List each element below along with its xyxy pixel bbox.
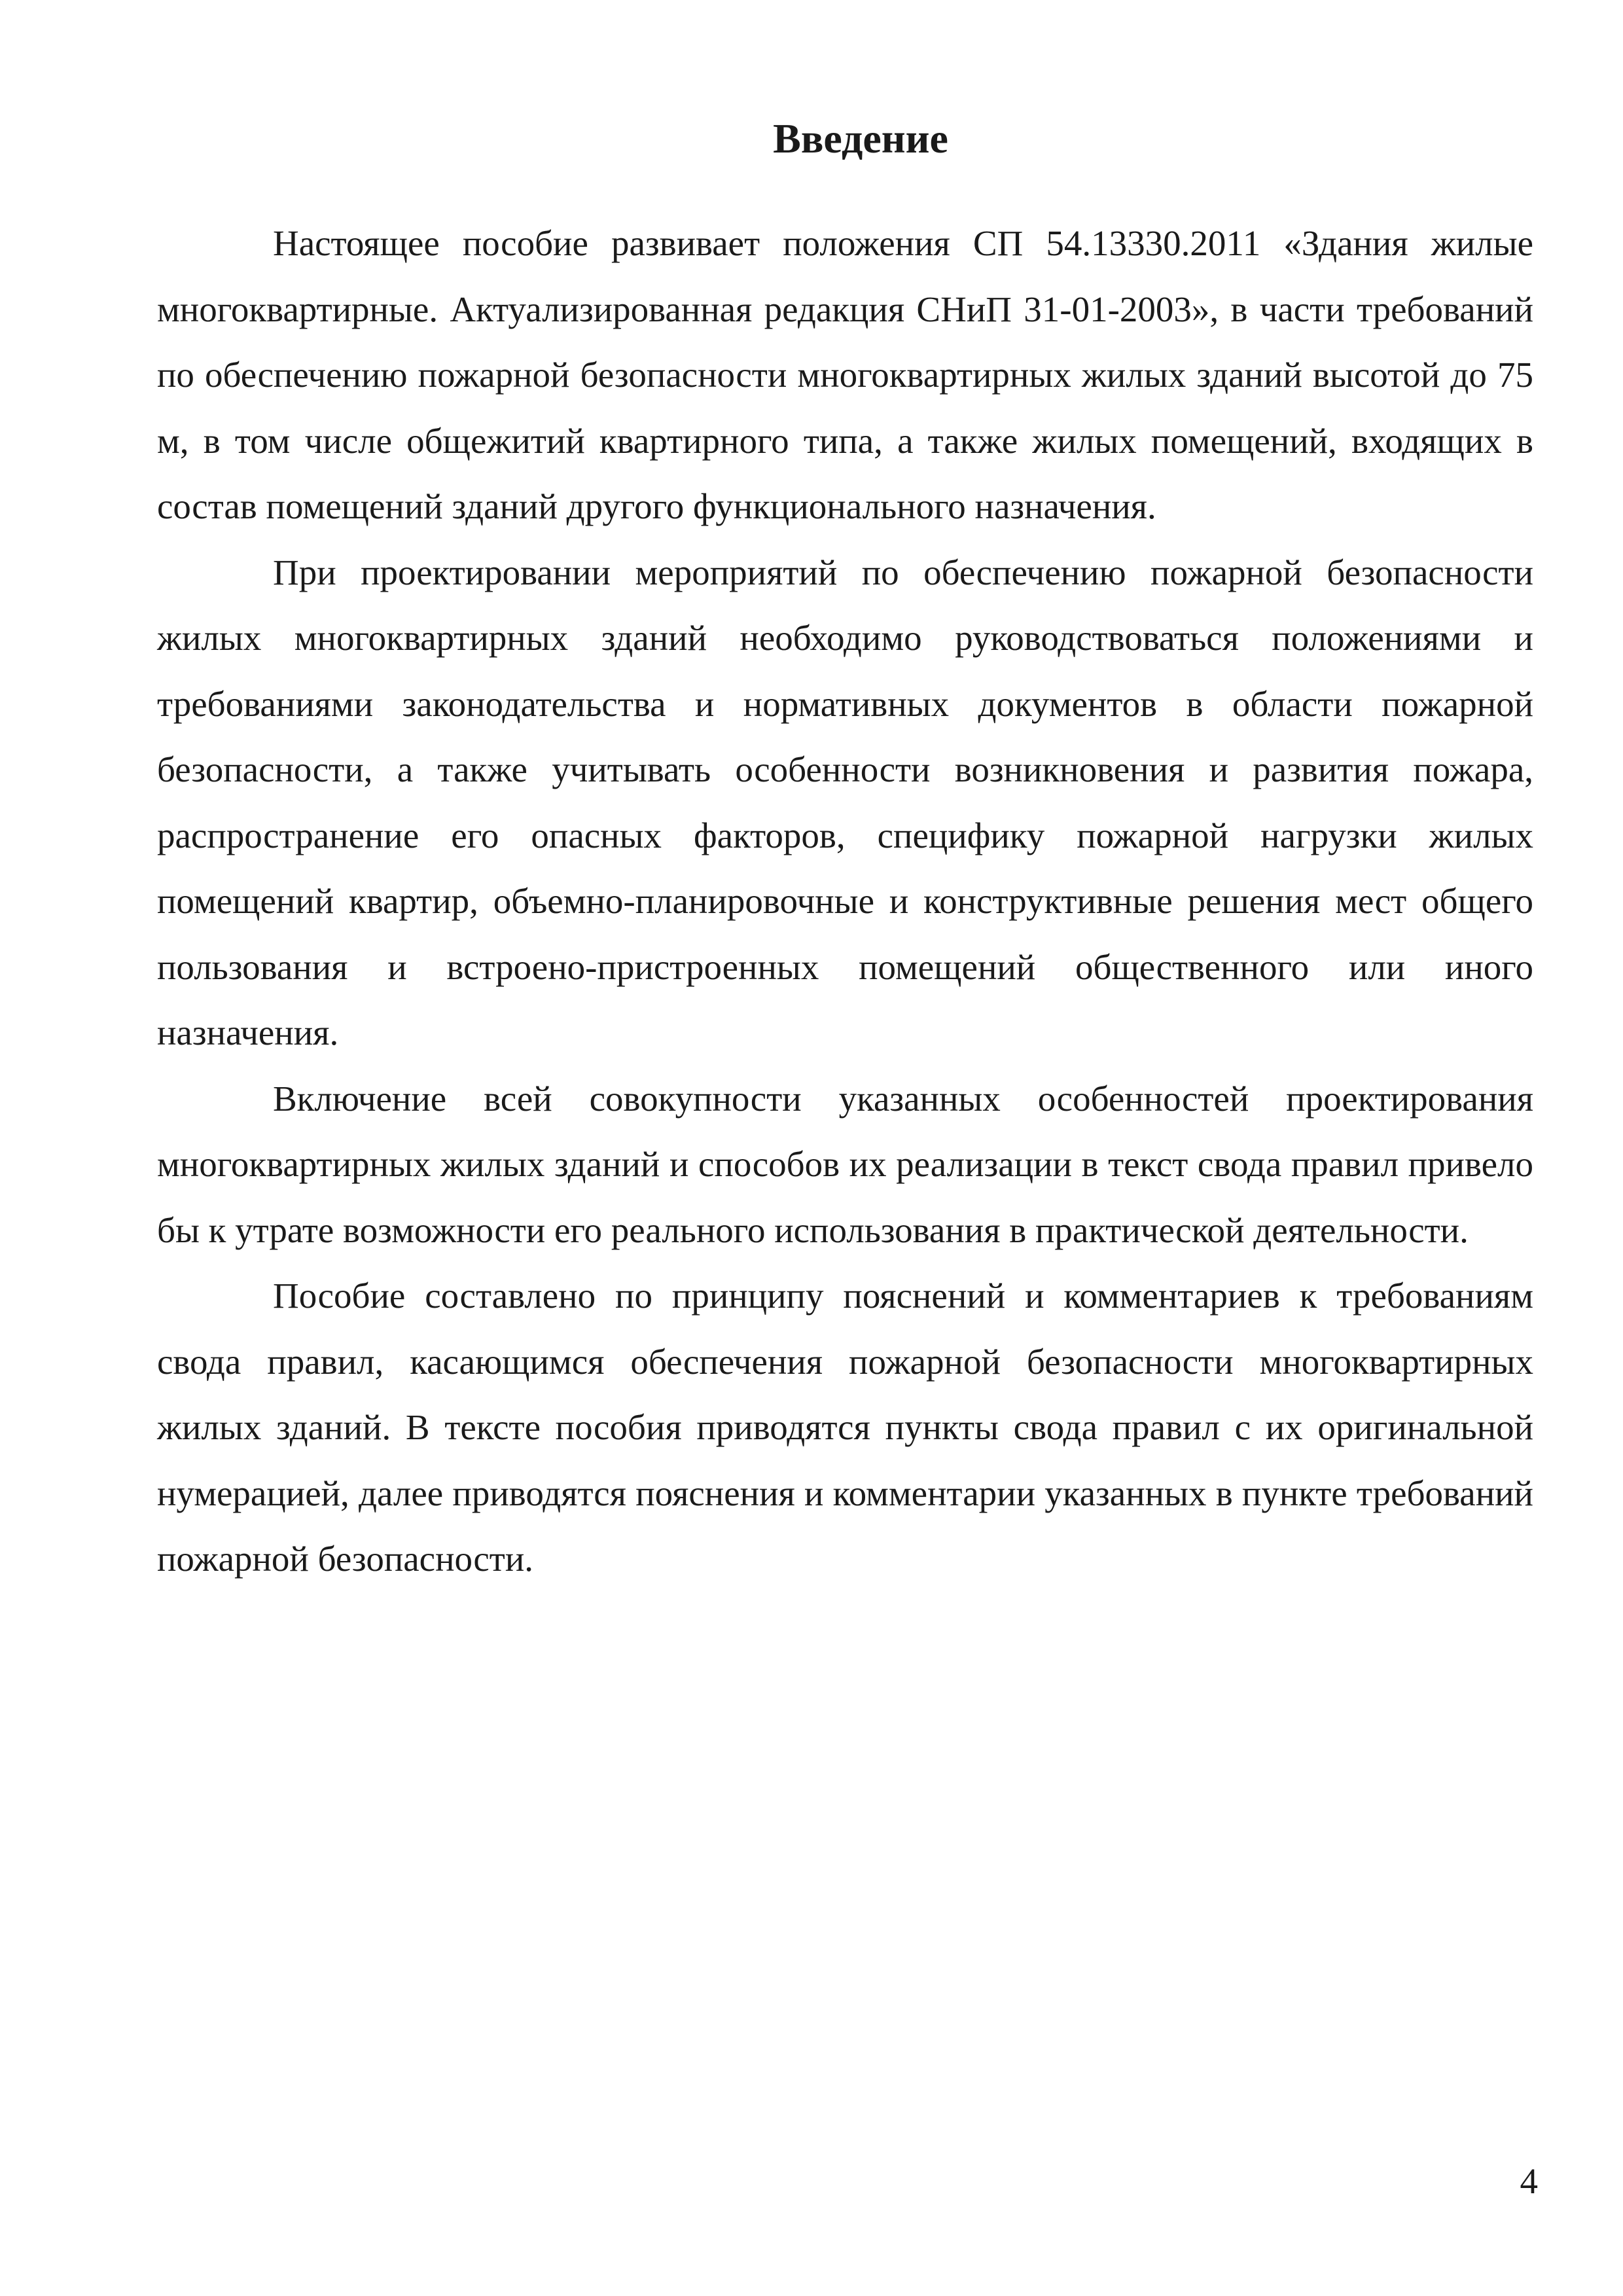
page-number: 4 (1520, 2161, 1538, 2201)
body-text (157, 211, 1533, 1592)
page-title: Введение (773, 115, 948, 162)
paragraph-1: Настоящее пособие развивает положения СП 54.13330.2011 «Здания жилые многоквартирные. Актуализированная редакция СНиП 31-01-2003», в части требований по обеспечению пожарной безопасности многоквартирных жилых зданий высотой до 75 м, в том числе общежитий квартирного типа, а также жилых помещений, входящих в состав помещений зданий другого функционального назначения. (157, 223, 1533, 526)
paragraph-2: При проектировании мероприятий по обеспечению пожарной безопасности жилых многоквартирных зданий необходимо руководствоваться положениями и требованиями законодательства и нормативных документов в области пожарной безопасности, а также учитывать особенности возникновения и развития пожара, распространение его опасных факторов, специфику пожарной нагрузки жилых помещений квартир, объемно-планировочные и конструктивные решения мест общего пользования и встроено-пристроенных помещений общественного или иного назначения. (157, 552, 1533, 1052)
paragraph-4: Пособие составлено по принципу пояснений и комментариев к требованиям свода правил, касающимся обеспечения пожарной безопасности многоквартирных жилых зданий. В тексте пособия приводятся пункты свода правил с их оригинальной нумерацией, далее приводятся пояснения и комментарии указанных в пункте требований пожарной безопасности. (157, 1276, 1533, 1579)
paragraph-3: Включение всей совокупности указанных особенностей проектирования многоквартирных жилых зданий и способов их реализации в текст свода правил привело бы к утрате возможности его реального использования в практической деятельности. (157, 1078, 1533, 1250)
